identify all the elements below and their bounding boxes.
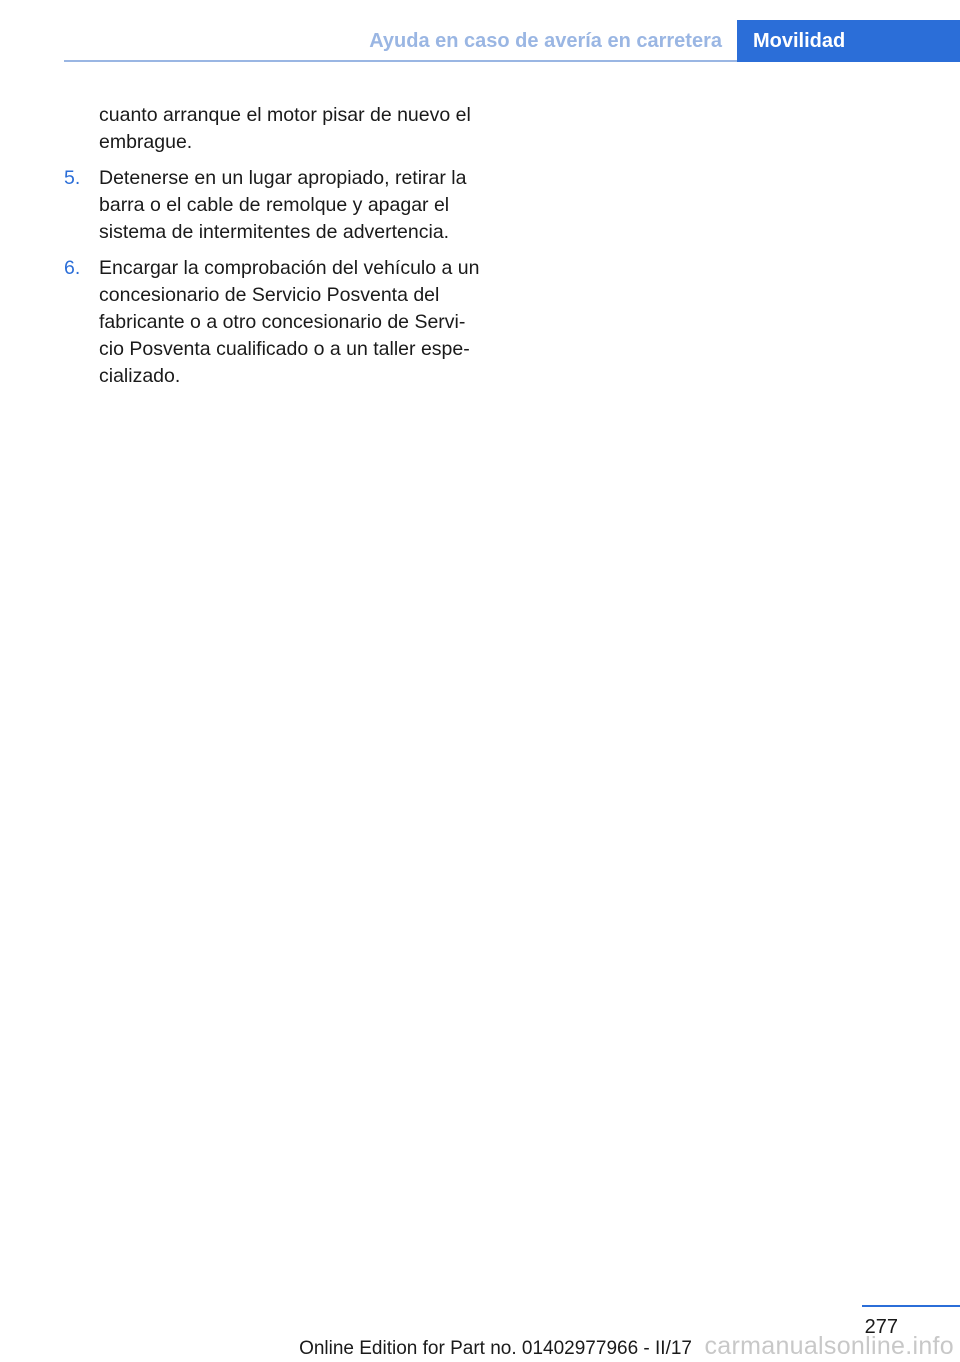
step-number: 6. [64,257,81,279]
step-text: Detenerse en un lugar apropiado, retirar la barra o el cable de remolque y apagar el sistema de intermitentes de advertencia. [99,167,467,243]
footer-edition-text: Online Edition for Part no. 01402977966 - II/17 [299,1338,692,1359]
main-text-column [64,102,484,399]
watermark: carmanualsonline.info [704,1332,954,1360]
header-section-title: Ayuda en caso de avería en carretera [369,30,722,52]
step-item [64,255,484,390]
intro-paragraph: cuanto arranque el motor pisar de nuevo el embrague. [99,104,471,153]
step-text: Encargar la comprobación del vehículo a un concesionario de Servicio Posventa del fabricante o a otro concesionario de Servi‐cio Posventa cualificado o a un taller espe‐cializado. [99,257,480,387]
step-number: 5. [64,167,81,189]
page-number: 277 [864,1316,898,1338]
header-chapter-tab: Movilidad [737,20,960,62]
step-item [64,165,484,246]
page-number-rule [862,1305,960,1307]
